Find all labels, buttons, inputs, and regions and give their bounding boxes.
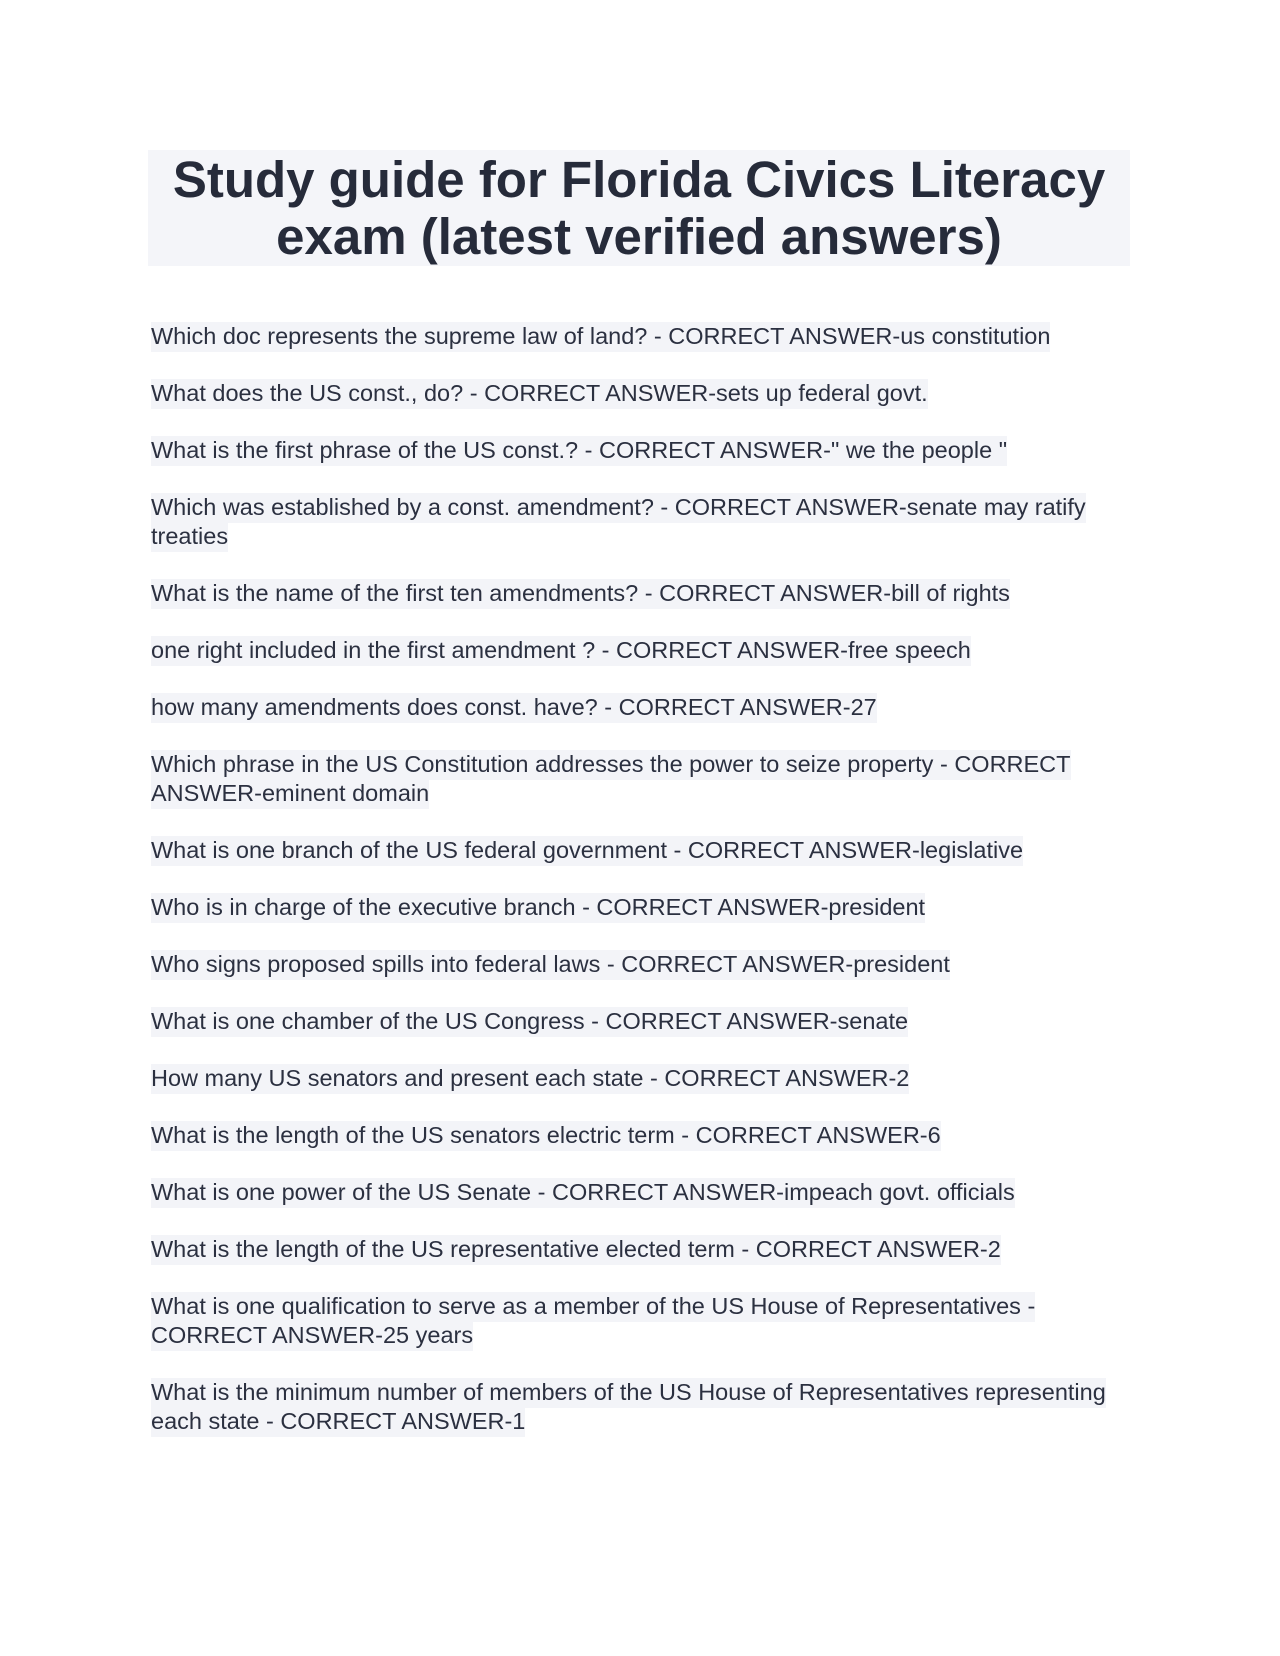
qa-item-13 — [151, 1064, 1131, 1093]
qa-list — [151, 322, 1131, 1464]
qa-text: What is one chamber of the US Congress - CORRECT ANSWER-senate — [151, 1007, 908, 1037]
qa-text: What is the minimum number of members of the US House of Representatives representing each state - CORRECT ANSWER-1 — [151, 1378, 1106, 1437]
qa-text: Who is in charge of the executive branch - CORRECT ANSWER-president — [151, 893, 925, 923]
qa-text: What is the first phrase of the US const.? - CORRECT ANSWER-" we the people " — [151, 436, 1007, 466]
qa-item-10 — [151, 893, 1131, 922]
qa-text: one right included in the first amendment ? - CORRECT ANSWER-free speech — [151, 636, 971, 666]
qa-text: Which was established by a const. amendment? - CORRECT ANSWER-senate may ratify treaties — [151, 493, 1086, 552]
qa-text: What does the US const., do? - CORRECT ANSWER-sets up federal govt. — [151, 379, 928, 409]
qa-item-11 — [151, 950, 1131, 979]
qa-item-4 — [151, 493, 1131, 551]
qa-item-5 — [151, 579, 1131, 608]
qa-item-3 — [151, 436, 1131, 465]
qa-item-2 — [151, 379, 1131, 408]
title-line-1: Study guide for Florida Civics Literacy — [172, 151, 1106, 208]
qa-text: What is the length of the US senators electric term - CORRECT ANSWER-6 — [151, 1121, 941, 1151]
qa-text: What is the name of the first ten amendments? - CORRECT ANSWER-bill of rights — [151, 579, 1010, 609]
qa-text: Which phrase in the US Constitution addresses the power to seize property - CORRECT ANSWER-eminent domain — [151, 750, 1071, 809]
qa-text: What is the length of the US representative elected term - CORRECT ANSWER-2 — [151, 1235, 1001, 1265]
qa-item-15 — [151, 1178, 1131, 1207]
qa-item-1 — [151, 322, 1131, 351]
qa-item-16 — [151, 1235, 1131, 1264]
qa-item-8 — [151, 750, 1131, 808]
qa-text: What is one power of the US Senate - CORRECT ANSWER-impeach govt. officials — [151, 1178, 1015, 1208]
qa-text: how many amendments does const. have? - CORRECT ANSWER-27 — [151, 693, 877, 723]
qa-item-14 — [151, 1121, 1131, 1150]
qa-item-6 — [151, 636, 1131, 665]
qa-text: Who signs proposed spills into federal laws - CORRECT ANSWER-president — [151, 950, 950, 980]
qa-item-9 — [151, 836, 1131, 865]
qa-item-18 — [151, 1378, 1131, 1436]
qa-item-17 — [151, 1292, 1131, 1350]
title-block — [148, 150, 1130, 266]
title-line-2: exam (latest verified answers) — [276, 208, 1002, 265]
qa-text: Which doc represents the supreme law of land? - CORRECT ANSWER-us constitution — [151, 322, 1050, 352]
page-title — [173, 151, 1105, 265]
qa-text: What is one branch of the US federal government - CORRECT ANSWER-legislative — [151, 836, 1023, 866]
qa-text: How many US senators and present each state - CORRECT ANSWER-2 — [151, 1064, 909, 1094]
qa-text: What is one qualification to serve as a member of the US House of Representatives - CORRECT ANSWER-25 years — [151, 1292, 1035, 1351]
qa-item-7 — [151, 693, 1131, 722]
qa-item-12 — [151, 1007, 1131, 1036]
